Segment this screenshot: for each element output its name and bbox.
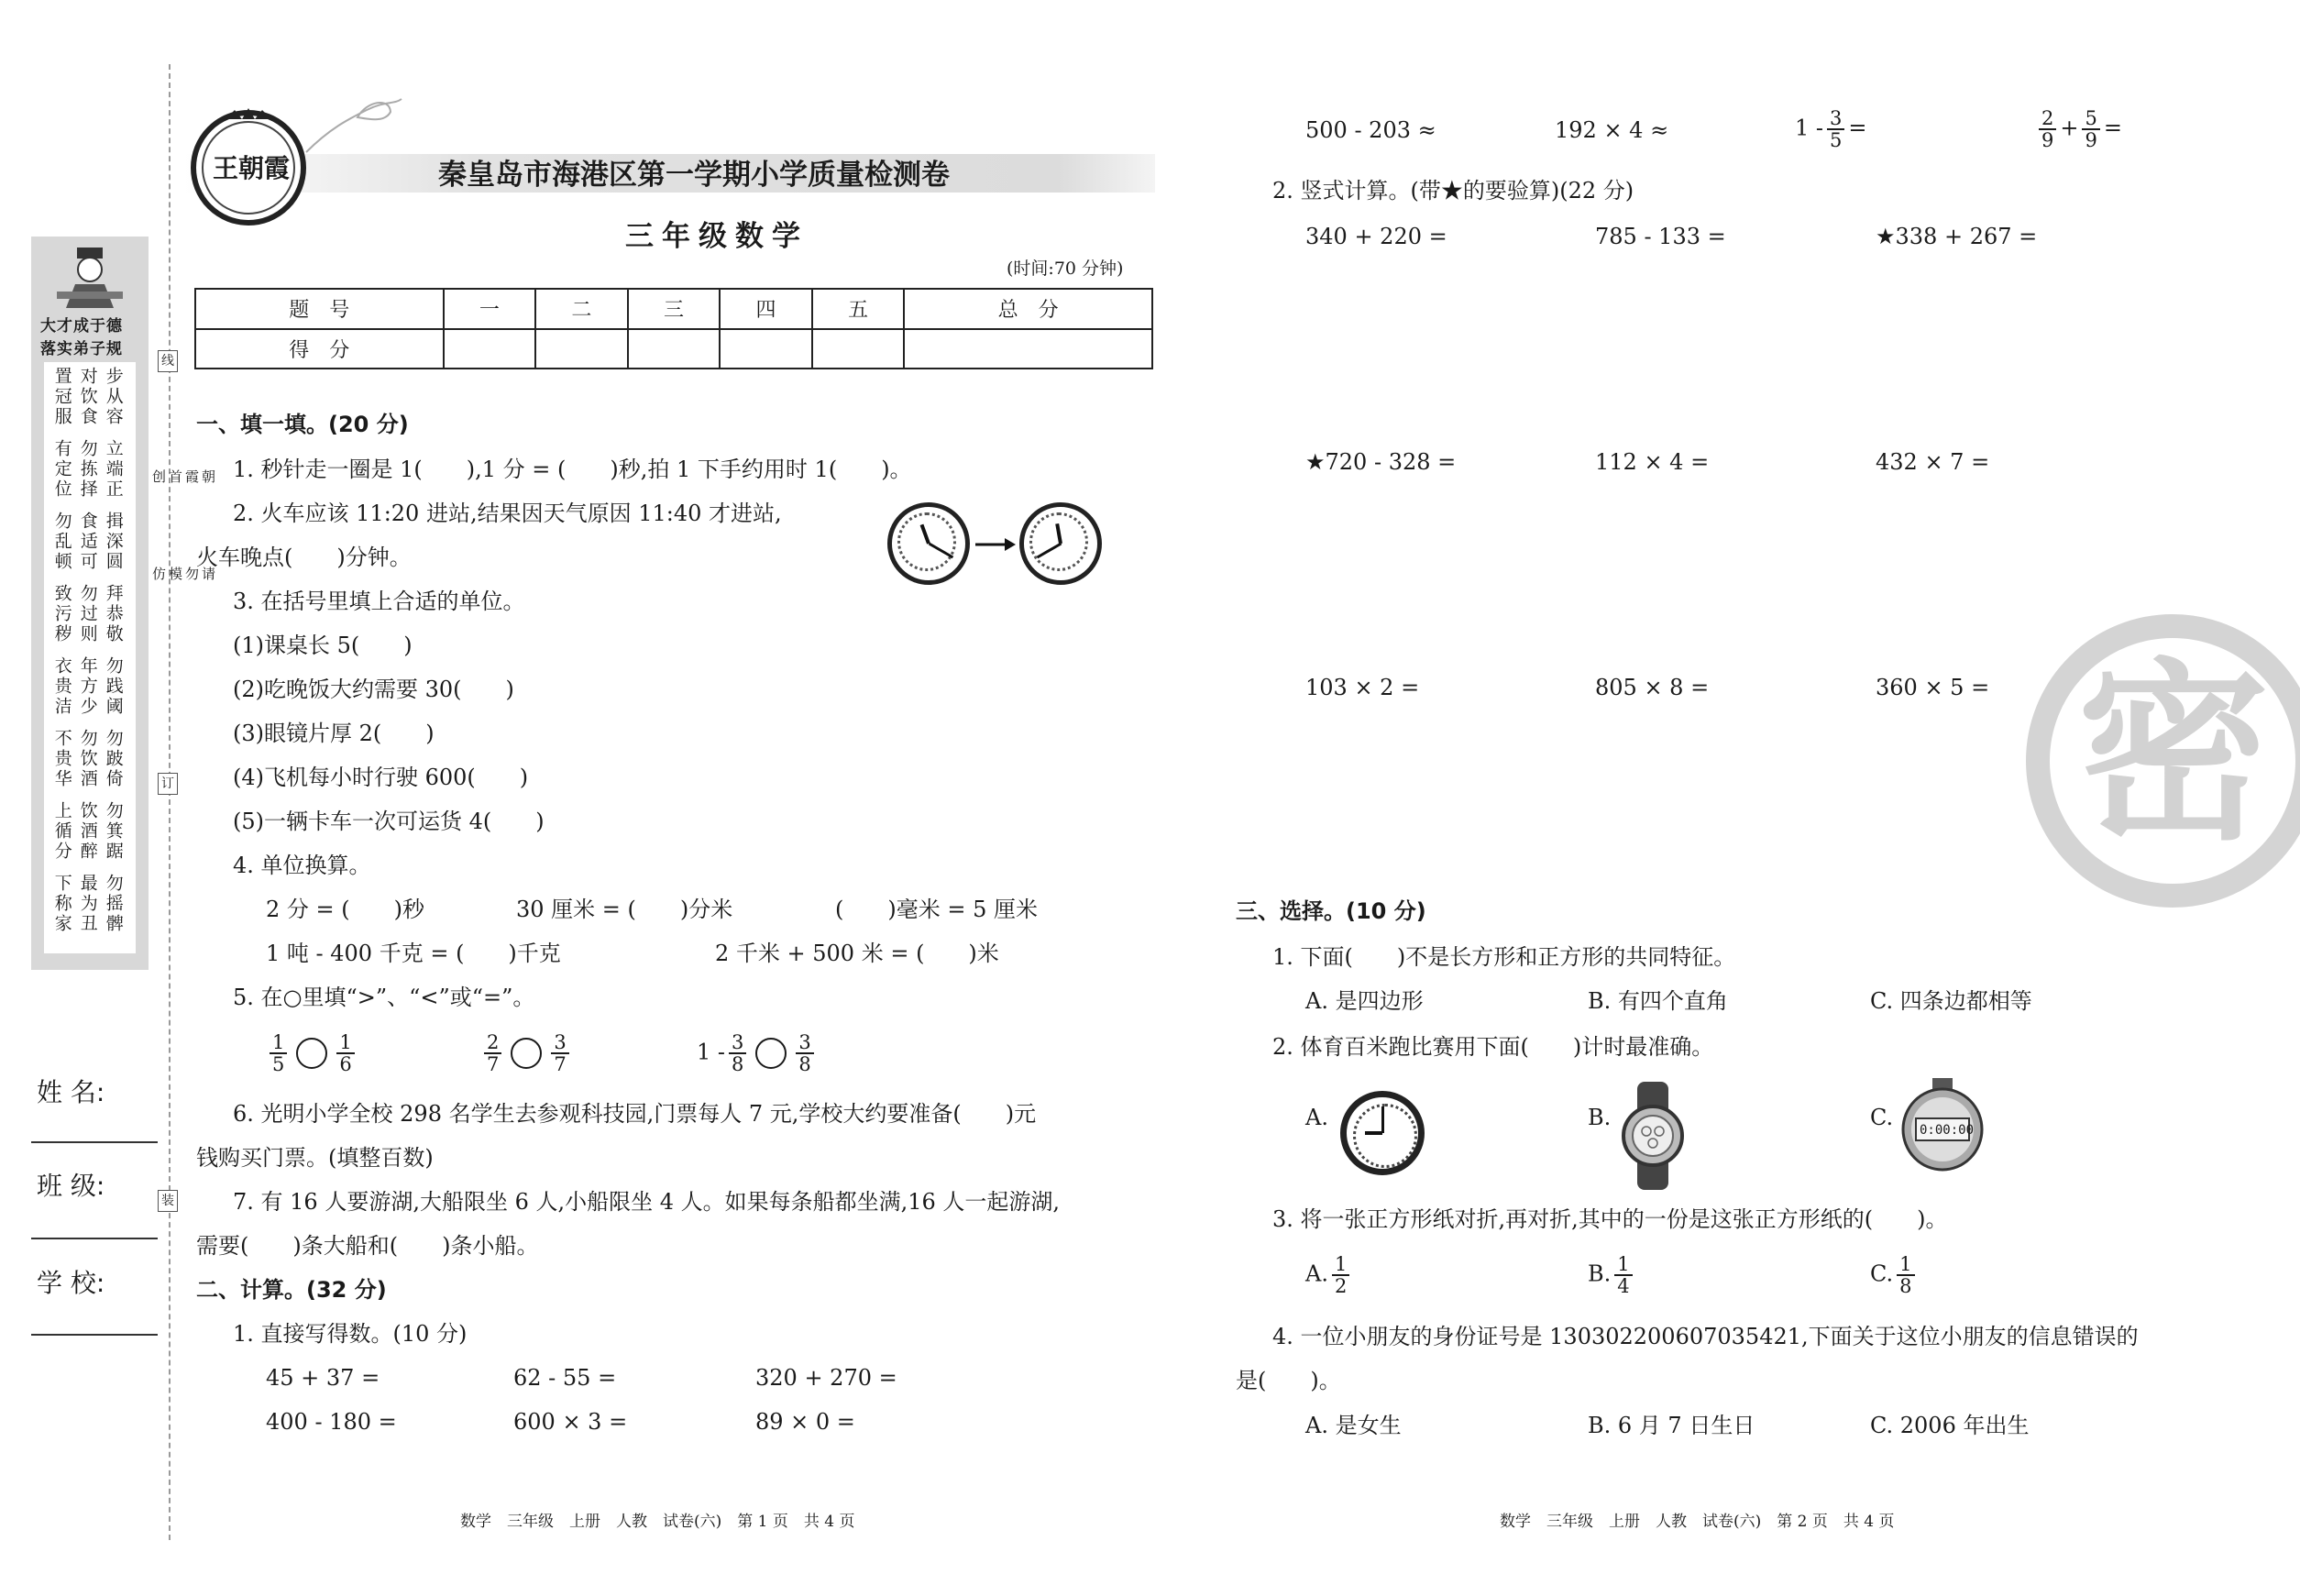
stopwatch-icon <box>1901 1078 1984 1172</box>
fraction: $\frac{1}{8}$ <box>1897 1254 1914 1296</box>
school-label: 学 校: <box>37 1268 105 1298</box>
s3-q2-option-a[interactable]: A. <box>1305 1105 1328 1130</box>
s1-question-6b: 钱购买门票。(填整百数) <box>196 1145 434 1171</box>
footer-page-1: 数学 三年级 上册 人教 试卷(六) 第 1 页 共 4 页 <box>460 1513 855 1531</box>
vertical-calc-9: 360 × 5 = <box>1876 675 1990 700</box>
dizigui-column: 勿摇髀 <box>103 874 124 934</box>
time-note: (时间:70 分钟) <box>1007 259 1124 279</box>
score-input-cell[interactable] <box>444 329 536 369</box>
vertical-calc-3: ★338 + 267 = <box>1876 224 2038 249</box>
fraction: $\frac{1}{5}$ <box>270 1032 287 1074</box>
cut-mark-ding: 订 <box>158 773 178 795</box>
ribbon-decoration-icon <box>303 92 413 156</box>
class-field-line[interactable] <box>31 1238 158 1239</box>
score-input-cell[interactable] <box>812 329 905 369</box>
compare-item-b <box>480 1032 573 1074</box>
section-3-heading: 三、选择。(10 分) <box>1236 898 1426 924</box>
s1-question-2b: 火车晚点( )分钟。 <box>196 545 412 570</box>
brand-logo-text: 王朝霞 <box>213 153 291 183</box>
compare-item-c: 1 - $\frac{3}{8}$ $\frac{3}{8}$ <box>697 1032 818 1074</box>
fraction: $\frac{3}{5}$ <box>1827 108 1844 150</box>
compare-circle[interactable] <box>755 1038 787 1069</box>
dizigui-column: 置冠服 <box>51 367 72 427</box>
s1-q3-item-1: (1)课桌长 5( ) <box>233 633 413 658</box>
direct-calc-2: 62 - 55 = <box>513 1365 617 1391</box>
direct-calc-1: 45 + 37 = <box>266 1365 380 1391</box>
fraction: $\frac{5}{9}$ <box>2082 108 2099 150</box>
score-row-label: 得 分 <box>195 329 444 369</box>
compare-item-a <box>266 1032 358 1074</box>
score-header-cell: 二 <box>535 289 628 329</box>
dizigui-column: 揖深圆 <box>103 512 124 572</box>
s1-q4-item-3: ( )毫米 = 5 厘米 <box>835 897 1038 922</box>
dizigui-column: 拜恭敬 <box>103 584 124 644</box>
s3-question-3: 3. 将一张正方形纸对折,再对折,其中的一份是这张正方形纸的( )。 <box>1272 1206 1948 1232</box>
fraction: $\frac{1}{2}$ <box>1332 1254 1349 1296</box>
dizigui-column: 年方少 <box>77 656 98 717</box>
dizigui-column: 致污秽 <box>51 584 72 644</box>
score-header-cell: 三 <box>628 289 721 329</box>
s1-q4-item-5: 2 千米 + 500 米 = ( )米 <box>715 941 999 966</box>
compare-circle[interactable] <box>511 1038 542 1069</box>
dizigui-column: 衣贵洁 <box>51 656 72 717</box>
motto-line-1: 大才成于德 <box>40 317 123 336</box>
wall-clock-icon <box>1340 1091 1425 1175</box>
s2-question-1: 1. 直接写得数。(10 分) <box>233 1321 468 1347</box>
score-header-cell: 五 <box>812 289 905 329</box>
s3-q3-option-b[interactable]: B. $\frac{1}{4}$ <box>1588 1254 1636 1296</box>
s3-q3-option-a[interactable]: A. $\frac{1}{2}$ <box>1305 1254 1353 1296</box>
s1-question-7a: 7. 有 16 人要游湖,大船限坐 6 人,小船限坐 4 人。如果每条船都坐满,16 人一起游湖, <box>233 1189 1061 1215</box>
score-input-cell[interactable] <box>628 329 721 369</box>
vertical-calc-1: 340 + 220 = <box>1305 224 1447 249</box>
school-field-line[interactable] <box>31 1334 158 1336</box>
direct-calc-5: 600 × 3 = <box>513 1409 628 1435</box>
confidential-watermark: 密 <box>2026 614 2300 908</box>
dizigui-column: 勿饮酒 <box>77 729 98 789</box>
s3-q1-option-c[interactable]: C. 四条边都相等 <box>1870 988 2032 1014</box>
dizigui-column: 立端正 <box>103 439 124 500</box>
dizigui-column: 步从容 <box>103 367 124 427</box>
dizigui-column: 饮酒醉 <box>77 801 98 862</box>
fraction-calc-1: 1 - $\frac{3}{5}$ = <box>1795 107 1867 152</box>
clock-1120-icon <box>887 502 970 585</box>
fraction: $\frac{2}{9}$ <box>2039 108 2056 150</box>
subject-title: 三年级数学 <box>625 220 809 253</box>
s1-q3-item-3: (3)眼镜片厚 2( ) <box>233 721 435 746</box>
s3-question-2: 2. 体育百米跑比赛用下面( )计时最准确。 <box>1272 1034 1714 1060</box>
compare-circle[interactable] <box>296 1038 327 1069</box>
fraction-calc-2: $\frac{2}{9}$ + $\frac{5}{9}$ = <box>2035 108 2122 150</box>
score-header-cell: 总 分 <box>904 289 1152 329</box>
s1-question-7b: 需要( )条大船和( )条小船。 <box>196 1233 539 1259</box>
dizigui-column: 对饮食 <box>77 367 98 427</box>
dizigui-column: 勿过则 <box>77 584 98 644</box>
clock-1140-icon <box>1019 502 1102 585</box>
s1-q4-item-2: 30 厘米 = ( )分米 <box>516 897 733 922</box>
s2-question-2: 2. 竖式计算。(带★的要验算)(22 分) <box>1272 178 1634 204</box>
s1-question-4: 4. 单位换算。 <box>233 853 371 878</box>
score-header-cell: 一 <box>444 289 536 329</box>
s3-q2-option-c[interactable]: C. <box>1870 1105 1894 1130</box>
direct-calc-6: 89 × 0 = <box>755 1409 855 1435</box>
exam-title: 秦皇岛市海港区第一学期小学质量检测卷 <box>438 159 950 192</box>
score-input-cell[interactable] <box>535 329 628 369</box>
vertical-calc-5: 112 × 4 = <box>1595 449 1710 475</box>
dizigui-column: 食适可 <box>77 512 98 572</box>
score-value-row <box>195 329 1152 369</box>
section-1-heading: 一、填一填。(20 分) <box>196 412 409 437</box>
motto-line-2: 落实弟子规 <box>40 340 123 358</box>
estimate-calc-2: 192 × 4 ≈ <box>1555 117 1669 143</box>
cut-mark-xian: 线 <box>158 350 178 372</box>
score-header-row <box>195 289 1152 329</box>
s1-question-6a: 6. 光明小学全校 298 名学生去参观科技园,门票每人 7 元,学校大约要准备( )元 <box>233 1101 1037 1127</box>
dizigui-column: 勿践阈 <box>103 656 124 717</box>
footer-page-2: 数学 三年级 上册 人教 试卷(六) 第 2 页 共 4 页 <box>1500 1513 1895 1531</box>
class-label: 班 级: <box>37 1171 105 1201</box>
arrow-right-icon <box>975 537 1016 550</box>
s3-question-4b: 是( )。 <box>1236 1368 1341 1393</box>
s1-question-3: 3. 在括号里填上合适的单位。 <box>233 589 525 614</box>
vertical-calc-2: 785 - 133 = <box>1595 224 1726 249</box>
s1-q3-item-4: (4)飞机每小时行驶 600( ) <box>233 765 529 790</box>
s1-q3-item-2: (2)吃晚饭大约需要 30( ) <box>233 677 514 702</box>
score-input-cell[interactable] <box>904 329 1152 369</box>
s3-q4-option-c[interactable]: C. 2006 年出生 <box>1870 1413 2030 1438</box>
vertical-calc-8: 805 × 8 = <box>1595 675 1710 700</box>
dizigui-column: 勿跛倚 <box>103 729 124 789</box>
fraction: $\frac{3}{8}$ <box>796 1032 813 1074</box>
dizigui-column: 下称家 <box>51 874 72 934</box>
s3-q1-option-a[interactable]: A. 是四边形 <box>1305 988 1424 1014</box>
s3-q1-option-b[interactable]: B. 有四个直角 <box>1588 988 1728 1014</box>
s1-q4-item-1: 2 分 = ( )秒 <box>266 897 424 922</box>
fraction: $\frac{3}{8}$ <box>729 1032 746 1074</box>
dizigui-column: 勿乱顿 <box>51 512 72 572</box>
section-2-heading: 二、计算。(32 分) <box>196 1277 387 1303</box>
dizigui-column: 不贵华 <box>51 729 72 789</box>
dizigui-column: 上循分 <box>51 801 72 862</box>
fraction: $\frac{1}{4}$ <box>1614 1254 1632 1296</box>
s1-q3-item-5: (5)一辆卡车一次可运货 4( ) <box>233 809 545 834</box>
estimate-calc-1: 500 - 203 ≈ <box>1305 117 1436 143</box>
score-header-cell: 题 号 <box>195 289 444 329</box>
direct-calc-3: 320 + 270 = <box>755 1365 897 1391</box>
fraction: $\frac{1}{6}$ <box>336 1032 354 1074</box>
s1-question-2a: 2. 火车应该 11:20 进站,结果因天气原因 11:40 才进站, <box>233 501 782 526</box>
s1-question-5: 5. 在○里填“>”、“<”或“=”。 <box>233 985 535 1010</box>
s3-q2-option-b[interactable]: B. <box>1588 1105 1612 1130</box>
s3-q4-option-a[interactable]: A. 是女生 <box>1305 1413 1402 1438</box>
s3-question-4a: 4. 一位小朋友的身份证号是 130302200607035421,下面关于这位小朋友的信息错误的 <box>1272 1324 2139 1349</box>
vertical-calc-6: 432 × 7 = <box>1876 449 1990 475</box>
wristwatch-icon <box>1619 1082 1687 1190</box>
cut-mark-zhuang: 装 <box>158 1190 178 1212</box>
s3-q3-option-c[interactable]: C. $\frac{1}{8}$ <box>1870 1254 1919 1296</box>
score-header-cell: 四 <box>720 289 812 329</box>
dizigui-column: 有定位 <box>51 439 72 500</box>
dizigui-column: 勿拣择 <box>77 439 98 500</box>
fraction: $\frac{3}{7}$ <box>551 1032 568 1074</box>
fraction: $\frac{2}{7}$ <box>484 1032 501 1074</box>
dizigui-column: 最为丑 <box>77 874 98 934</box>
s1-question-1: 1. 秒针走一圈是 1( ),1 分 = ( )秒,拍 1 下手约用时 1( )。 <box>233 457 912 482</box>
vertical-calc-7: 103 × 2 = <box>1305 675 1420 700</box>
score-input-cell[interactable] <box>720 329 812 369</box>
s1-q4-item-4: 1 吨 - 400 千克 = ( )千克 <box>266 941 561 966</box>
s3-q4-option-b[interactable]: B. 6 月 7 日生日 <box>1588 1413 1755 1438</box>
direct-calc-4: 400 - 180 = <box>266 1409 397 1435</box>
dizigui-column: 勿箕踞 <box>103 801 124 862</box>
scholar-figure-icon <box>50 246 130 310</box>
name-label: 姓 名: <box>37 1077 105 1107</box>
vertical-calc-4: ★720 - 328 = <box>1305 449 1457 475</box>
name-field-line[interactable] <box>31 1141 158 1143</box>
stopwatch-display: 0:00:00 <box>1920 1123 1975 1138</box>
s3-question-1: 1. 下面( )不是长方形和正方形的共同特征。 <box>1272 944 1736 970</box>
binding-dashed-line <box>169 64 171 1540</box>
score-table <box>194 288 1153 369</box>
